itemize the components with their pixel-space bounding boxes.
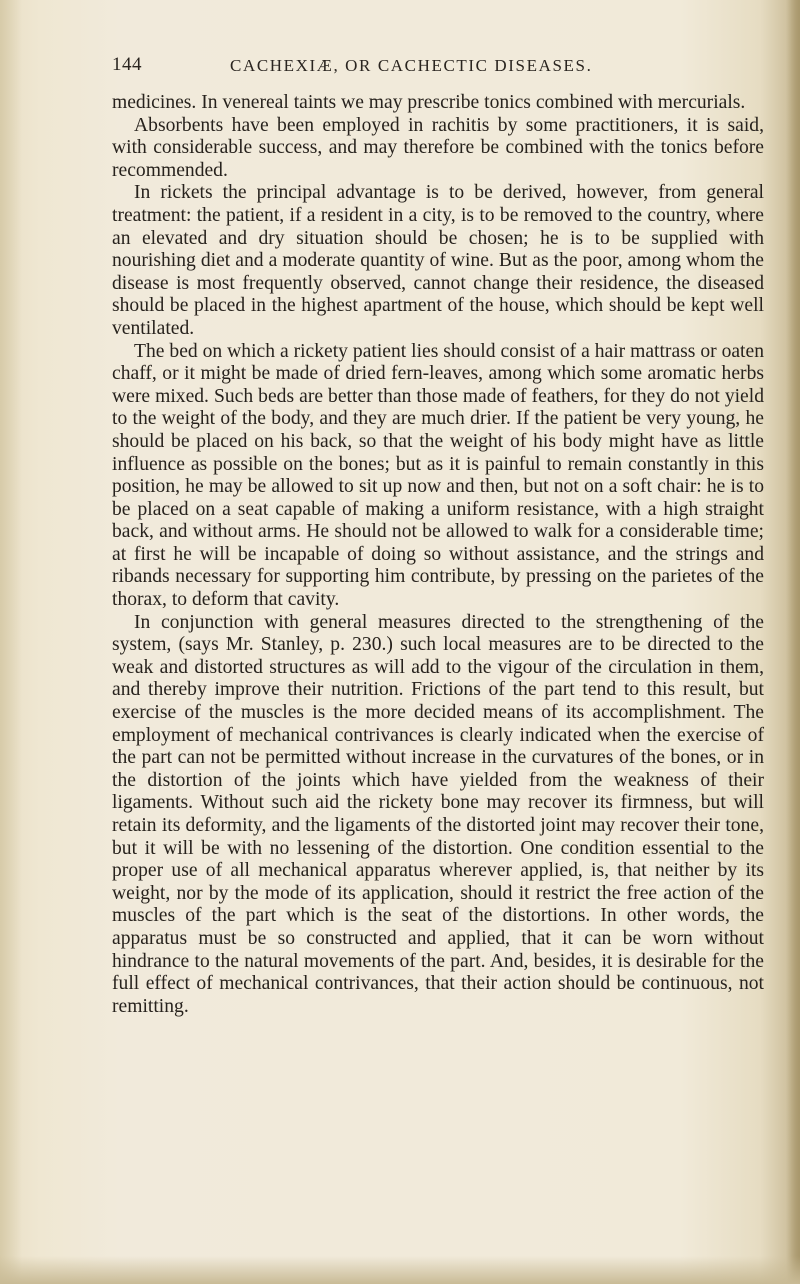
paragraph-2: Absorbents have been employed in rachitis by some practitioners, it is said, with considerable success, and may therefore be combined with the tonics before recommended. — [112, 114, 764, 181]
paragraph-3: In rickets the principal advantage is to be derived, however, from general treatment: the patient, if a resident in a city, is to be removed to the country, where an elevated and dry situation should be chosen; he is to be supplied with nourishing diet and a moderate quantity of wine. But as the poor, among whom the disease is most frequently observed, cannot change their residence, the diseased should be placed in the highest apartment of the house, which should be kept well ventilated. — [112, 182, 764, 339]
page-header — [112, 54, 762, 84]
paragraph-5: In conjunction with general measures directed to the strengthening of the system, (says Mr. Stanley, p. 230.) such local measures are to be directed to the weak and distorted structures as will add to the vigour of the circulation in them, and thereby improve their nutrition. Frictions of the part tend to this result, but exercise of the muscles is the more decided means of its accomplishment. The employment of mechanical contrivances is clearly indicated when the exercise of the part can not be permitted without increase in the curvatures of the bones, or in the distortion of the joints which have yielded from the weakness of their ligaments. Without such aid the rickety bone may recover its firmness, but will retain its deformity, and the ligaments of the distorted joint may recover their tone, but it will be with no lessening of the distortion. One condition essential to the proper use of all mechanical apparatus wherever applied, is, that neither by its weight, nor by the mode of its application, should it restrict the free action of the muscles of the part which is the seat of the distortions. In other words, the apparatus must be so constructed and applied, that it can be worn without hindrance to the natural movements of the part. And, besides, it is desirable for the full effect of mechanical contrivances, that their action should be continuous, not remitting. — [112, 611, 764, 1017]
running-head: CACHEXIÆ, OR CACHECTIC DISEASES. — [230, 56, 593, 75]
page-bottom-shadow — [0, 1256, 800, 1284]
paragraph-1: medicines. In venereal taints we may prescribe tonics combined with mercurials. — [112, 92, 746, 113]
page-edge-left — [0, 0, 22, 1284]
paragraph-4: The bed on which a rickety patient lies should consist of a hair mattrass or oaten chaff, or it might be made of dried fern-leaves, among which some aromatic herbs were mixed. Such beds are better than those made of feathers, for they do not yield to the weight of the body, and they are much drier. If the patient be very young, he should be placed on his back, so that the weight of his body might have as little influence as possible on the bones; but as it is painful to remain constantly in this position, he may be allowed to sit up now and then, but not on a soft chair: he is to be placed on a seat capable of making a uniform resistance, with a high straight back, and without arms. He should not be allowed to walk for a considerable time; at first he will be incapable of doing so without assistance, and the strings and ribands necessary for supporting him contribute, by pressing on the parietes of the thorax, to deform that cavity. — [112, 340, 764, 611]
page-number: 144 — [112, 54, 142, 75]
page-edge-right — [786, 0, 800, 1284]
body-text — [112, 92, 764, 1018]
